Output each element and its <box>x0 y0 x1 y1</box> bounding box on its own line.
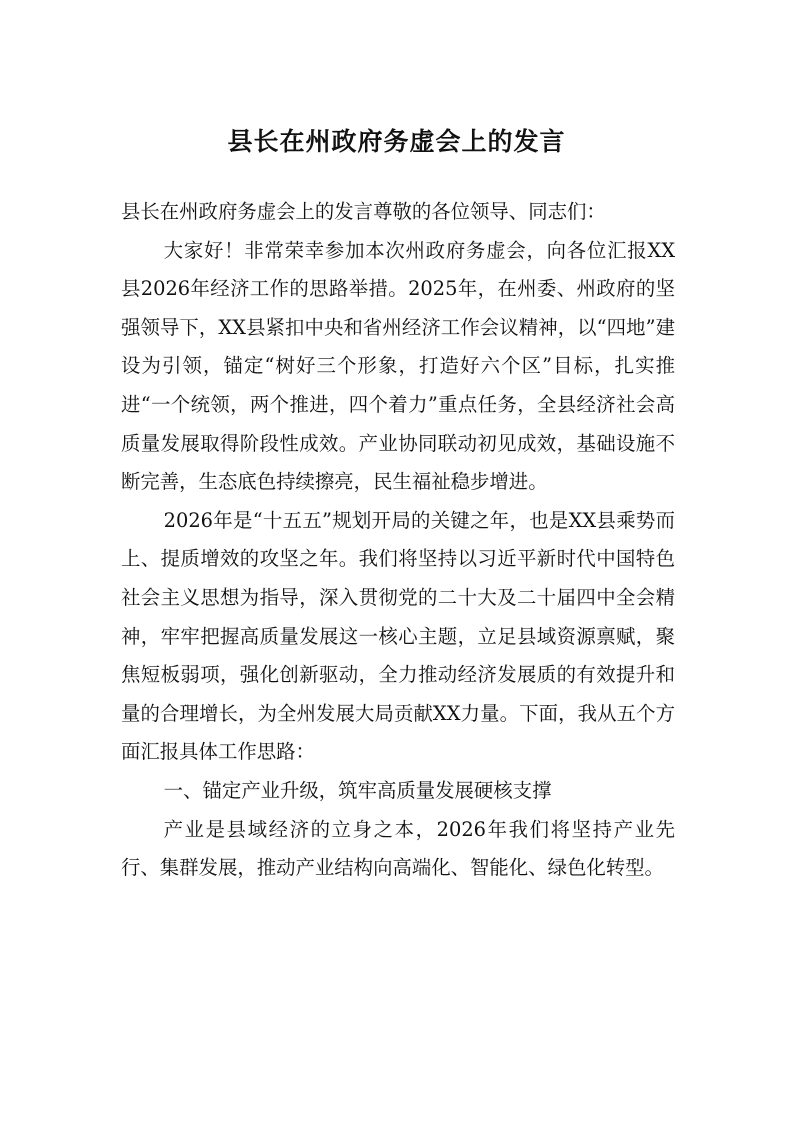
overview-paragraph: 2026年是“十五五”规划开局的关键之年，也是XX县乘势而上、提质增效的攻坚之年。我们将坚持以习近平新时代中国特色社会主义思想为指导，深入贯彻党的二十大及二十届四中全会精神，牢牢把握高质量发展这一核心主题，立足县域资源禀赋，聚焦短板弱项，强化创新驱动，全力推动经济发展质的有效提升和量的合理增长，为全州发展大局贡献XX力量。下面，我从五个方面汇报具体工作思路： <box>121 508 675 764</box>
section-paragraph: 产业是县域经济的立身之本，2026年我们将坚持产业先行、集群发展，推动产业结构向高端化、智能化、绿色化转型。 <box>121 817 675 880</box>
salutation-paragraph: 县长在州政府务虚会上的发言尊敬的各位领导、同志们： <box>121 200 606 223</box>
document-body <box>121 193 675 888</box>
opening-paragraph: 大家好！非常荣幸参加本次州政府务虚会，向各位汇报XX县2026年经济工作的思路举措。2025年，在州委、州政府的坚强领导下，XX县紧扣中央和省州经济工作会议精神，以“四地”建设为引领，锚定“树好三个形象，打造好六个区”目标，扎实推进“一个统领，两个推进，四个着力”重点任务，全县经济社会高质量发展取得阶段性成效。产业协同联动初见成效，基础设施不断完善，生态底色持续擦亮，民生福祉稳步增进。 <box>121 238 675 494</box>
section-heading: 一、锚定产业升级，筑牢高质量发展硬核支撑 <box>163 778 552 802</box>
document-title: 县长在州政府务虚会上的发言 <box>227 127 566 156</box>
